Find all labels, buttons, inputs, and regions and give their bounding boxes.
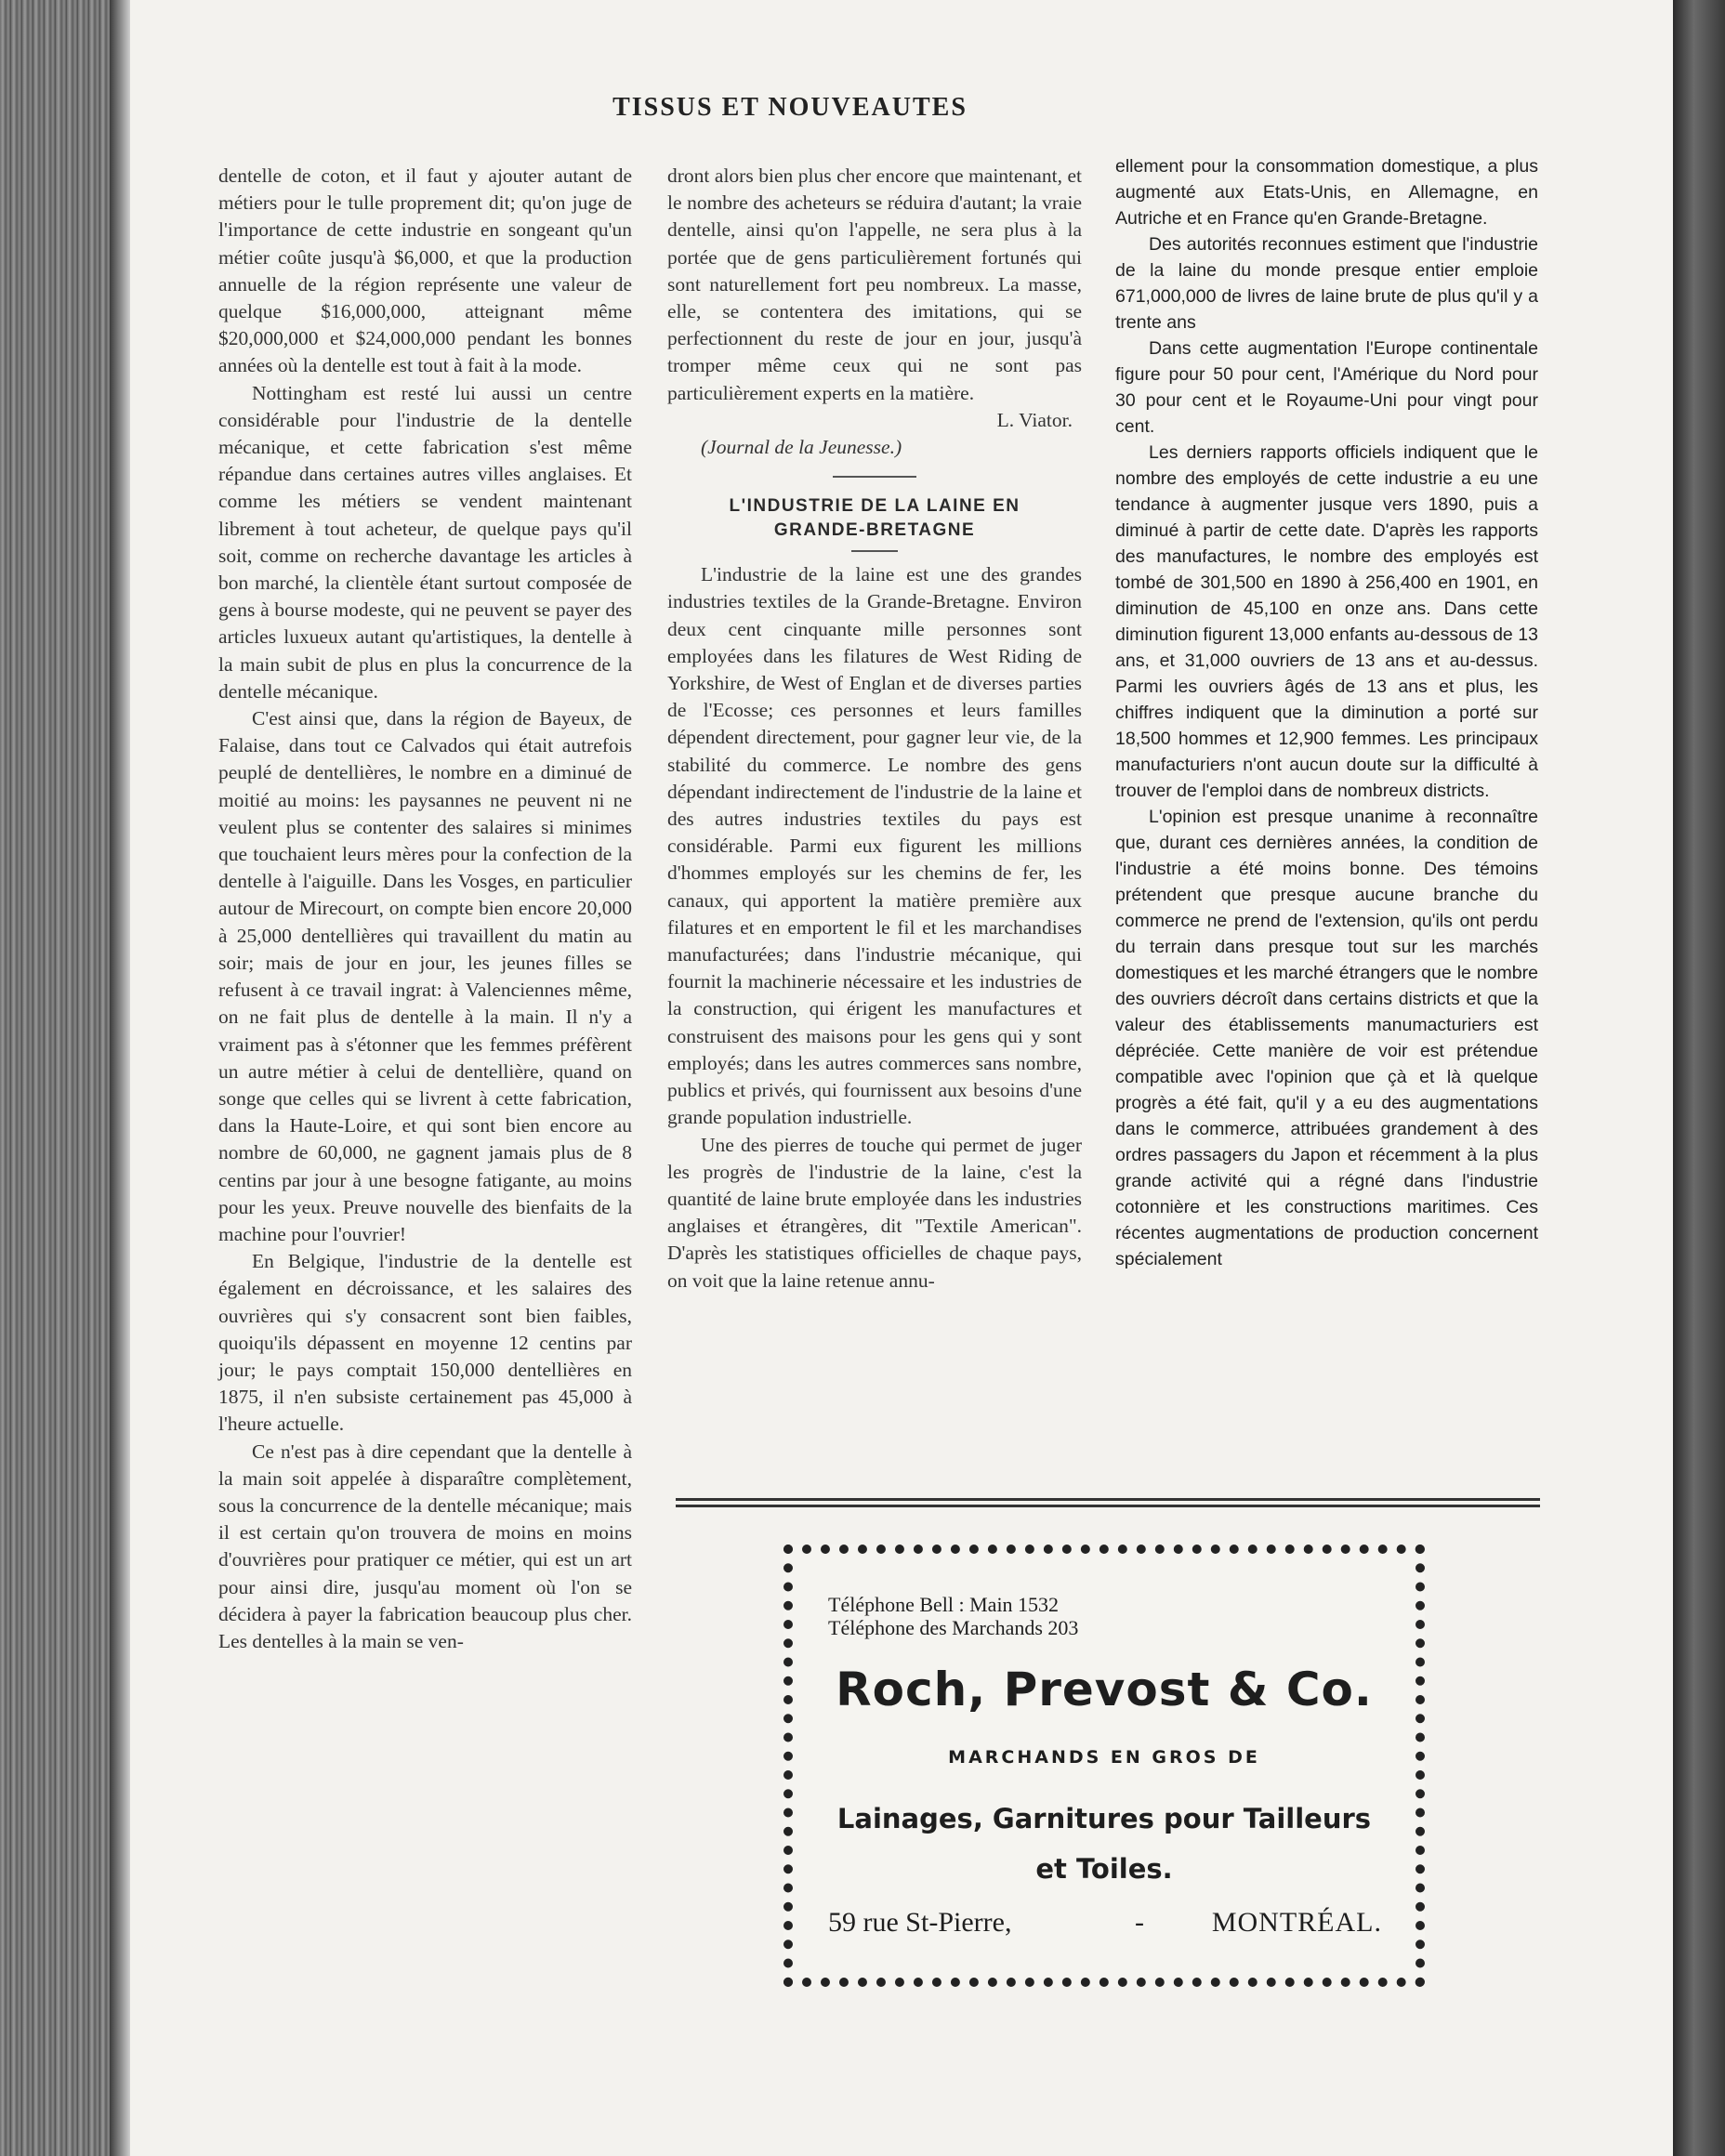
advertisement-box	[783, 1545, 1425, 1987]
ad-city: MONTRÉAL.	[1211, 1907, 1382, 1938]
title-underline	[851, 550, 898, 552]
ad-tagline: MARCHANDS EN GROS DE	[948, 1747, 1260, 1768]
paragraph: L'industrie de la laine est une des grandes industries textiles de la Grande-Bretagne. Environ deux cent cinquante mille personnes sont employées dans les filatures de West Riding de Yorkshire, de West of Englan et de diverses parties de l'Ecosse; ces personnes et leurs familles dépendent directement, pour gagner leur vie, de la stabilité du commerce. Le nombre des gens dépendant indirectement de l'industrie de la laine et des autres industries textiles du pays est considérable. Parmi eux figurent les millions d'hommes employés sur les chemins de fer, les canaux, qui apportent la matière première aux filatures et en emportent le fil et les marchandises manufacturées; dans l'industrie mécanique, qui fournit la machinerie nécessaire et les industries de la construction, qui érigent les manufactures et construisent des maisons pour les gens qui y sont employés; dans les autres commerces sans nombre, publics et privés, qui fournissent aux besoins d'une grande population industrielle.	[667, 563, 1082, 1129]
ad-address: 59 rue St-Pierre,	[828, 1907, 1012, 1938]
paragraph: dront alors bien plus cher encore que maintenant, et le nombre des acheteurs se réduira d'autant; la vraie dentelle, ainsi qu'on l'appelle, ne sera plus à la portée que de gens particulièrement fortunés qui sont naturellement fort peu nombreux. La masse, elle, se contentera des imitations, qui se perfectionnent du reste de jour en jour, jusqu'à tromper même ceux qui ne sont pas particulièrement experts en la matière.	[667, 164, 1082, 404]
running-head: TISSUS ET NOUVEAUTES	[612, 93, 968, 122]
paragraph: Ce n'est pas à dire cependant que la dentelle à la main soit appelée à disparaître complètement, sous la concurrence de la dentelle mécanique; mais il est certain qu'on trouvera de moins en moins d'ouvrières pour pratiquer ce métier, qui est un art pour ainsi dire, jusqu'au moment où l'on se décidera à payer la fabrication beaucoup plus cher. Les dentelles à la main se ven-	[218, 1440, 632, 1652]
phone-bell: Téléphone Bell : Main 1532	[828, 1593, 1060, 1616]
paragraph: Des autorités reconnues estiment que l'industrie de la laine du monde presque entier emploie 671,000,000 de livres de laine brute de plus qu'il y a trente ans	[1115, 234, 1538, 333]
paragraph: Nottingham est resté lui aussi un centre considérable pour l'industrie de la dentelle mécanique, et cette fabrication s'est même répandue dans certaines autres villes anglaises. Et comme les métiers se vendent maintenant librement à tout acheteur, de quelque pays qu'il soit, comme on recherche davantage les articles à bon marché, la clientèle étant surtout composée de gens à bourse modeste, qui ne peuvent se payer des articles luxueux autant qu'artistiques, la dentelle à la main subit de plus en plus la concurrence de la dentelle mécanique.	[218, 381, 632, 703]
phone-merchants: Téléphone des Marchands 203	[828, 1616, 1079, 1639]
section-title-line-1: L'INDUSTRIE DE LA LAINE EN	[729, 496, 1021, 517]
separator-rule	[833, 476, 916, 478]
column-1	[218, 163, 632, 1655]
column-2	[667, 163, 1082, 1295]
paragraph: ellement pour la consommation domestique, a plus augmenté aux Etats-Unis, en Allemagne, en Autriche et en France qu'en Grande-Bretagne.	[1115, 156, 1538, 229]
column-3	[1115, 153, 1538, 1272]
gutter-shadow	[110, 0, 130, 2156]
paragraph: C'est ainsi que, dans la région de Bayeux, de Falaise, dans tout ce Calvados qui était autrefois peuplé de dentellières, le nombre en a diminué de moitié au moins: les paysannes ne peuvent ni ne veulent plus se contenter des salaires si minimes que touchaient leurs mères pour la confection de la dentelle à l'aiguille. Dans les Vosges, en particulier autour de Mirecourt, on compte bien encore 20,000 à 25,000 dentellières qui travaillent du matin au soir; mais de jour en jour, les jeunes filles se refusent à ce travail ingrat: à Valenciennes même, on ne fait plus de dentelle à la main. Il n'y a vraiment pas à s'étonner que les femmes préfèrent un autre métier à celui de dentellière, quand on songe que celles qui se livrent à cette fabrication, dans la Haute-Loire, et qui sont bien encore au nombre de 60,000, ne gagnent jamais plus de 8 centins par jour à une besogne fatigante, au moins pour les yeux. Preuve nouvelle des bienfaits de la machine pour l'ouvrier!	[218, 707, 632, 1245]
goods-line-1: Lainages, Garnitures pour Tailleurs	[836, 1803, 1372, 1834]
ad-separator: -	[1135, 1907, 1144, 1938]
paragraph: dentelle de coton, et il faut y ajouter autant de métiers pour le tulle proprement dit; qu'on juge de l'importance de cette industrie en songeant qu'un métier coûte jusqu'à $6,000, et que la production annuelle de la région représente une valeur de quelque $16,000,000, atteignant même $20,000,000 et $24,000,000 pendant les bonnes années où la dentelle est tout à fait à la mode.	[218, 164, 632, 377]
article-signature: L. Viator.	[996, 408, 1073, 431]
paragraph: En Belgique, l'industrie de la dentelle est également en décroissance, et les salaires des ouvrières qui s'y consacrent sont bien faibles, quoiqu'ils dépassent en moyenne 12 centins par jour; le pays comptait 150,000 dentellières en 1875, il n'en subsiste certainement pas 45,000 à l'heure actuelle.	[218, 1250, 632, 1436]
phone-numbers	[828, 1593, 1078, 1639]
book-page-stack	[0, 0, 125, 2156]
paragraph: Les derniers rapports officiels indiquent que le nombre des employés de cette industrie a eu une tendance à augmenter jusque vers 1890, puis a diminué à partir de cette date. D'après les rapports des manufactures, le nombre des employés est tombé de 301,500 en 1890 à 256,400 en 1901, en diminution de 45,100 en onze ans. Dans cette diminution figurent 13,000 enfants au-dessous de 13 ans, et 31,000 ouvriers de 13 ans et au-dessus. Parmi les ouvriers âgés de 13 ans et plus, les chiffres indiquent que la diminution a porté sur 18,500 hommes et 12,900 femmes. Les principaux manufacturiers n'ont aucun doute sur la difficulté à trouver de l'emploi dans de nombreux districts.	[1115, 442, 1538, 801]
paragraph: Une des pierres de touche qui permet de juger les progrès de l'industrie de la laine, c'est la quantité de laine brute employée dans les industries anglaises et étrangères, dit "Textile American". D'après les statistiques officielles de chaque pays, on voit que la laine retenue annu-	[667, 1133, 1082, 1292]
paragraph: Dans cette augmentation l'Europe continentale figure pour 50 pour cent, l'Amérique du Nord pour 30 pour cent et le Royaume-Uni pour vingt pour cent.	[1115, 338, 1538, 437]
right-page-edge	[1673, 0, 1725, 2156]
section-title-line-2: GRANDE-BRETAGNE	[773, 520, 976, 541]
double-rule-divider	[676, 1498, 1540, 1507]
firm-name: Roch, Prevost & Co.	[836, 1663, 1373, 1716]
goods-line-2: et Toiles.	[1035, 1853, 1173, 1885]
section-title	[667, 494, 1082, 543]
paragraph: L'opinion est presque unanime à reconnaître que, durant ces dernières années, la condition de l'industrie a été moins bonne. Des témoins prétendent que presque aucune branche du commerce ne prend de l'extension, qu'ils ont perdu du terrain dans presque tout sur les marchés domestiques et les marché étrangers que le nombre des ouvriers décroît dans certains districts et que la valeur des établissements manumacturiers est dépréciée. Cette manière de voir est prétendue compatible avec l'opinion que çà et là quelque progrès a été fait, qu'il y a eu des augmentations dans le commerce, attribuées grandement à des ordres passagers du Japon et récemment à la plus grande activité qui a régné dans l'industrie cotonnière et les constructions maritimes. Ces récentes augmentations de production concernent spécialement	[1115, 807, 1538, 1269]
article-source: (Journal de la Jeunesse.)	[701, 436, 902, 459]
ad-goods	[793, 1794, 1416, 1894]
